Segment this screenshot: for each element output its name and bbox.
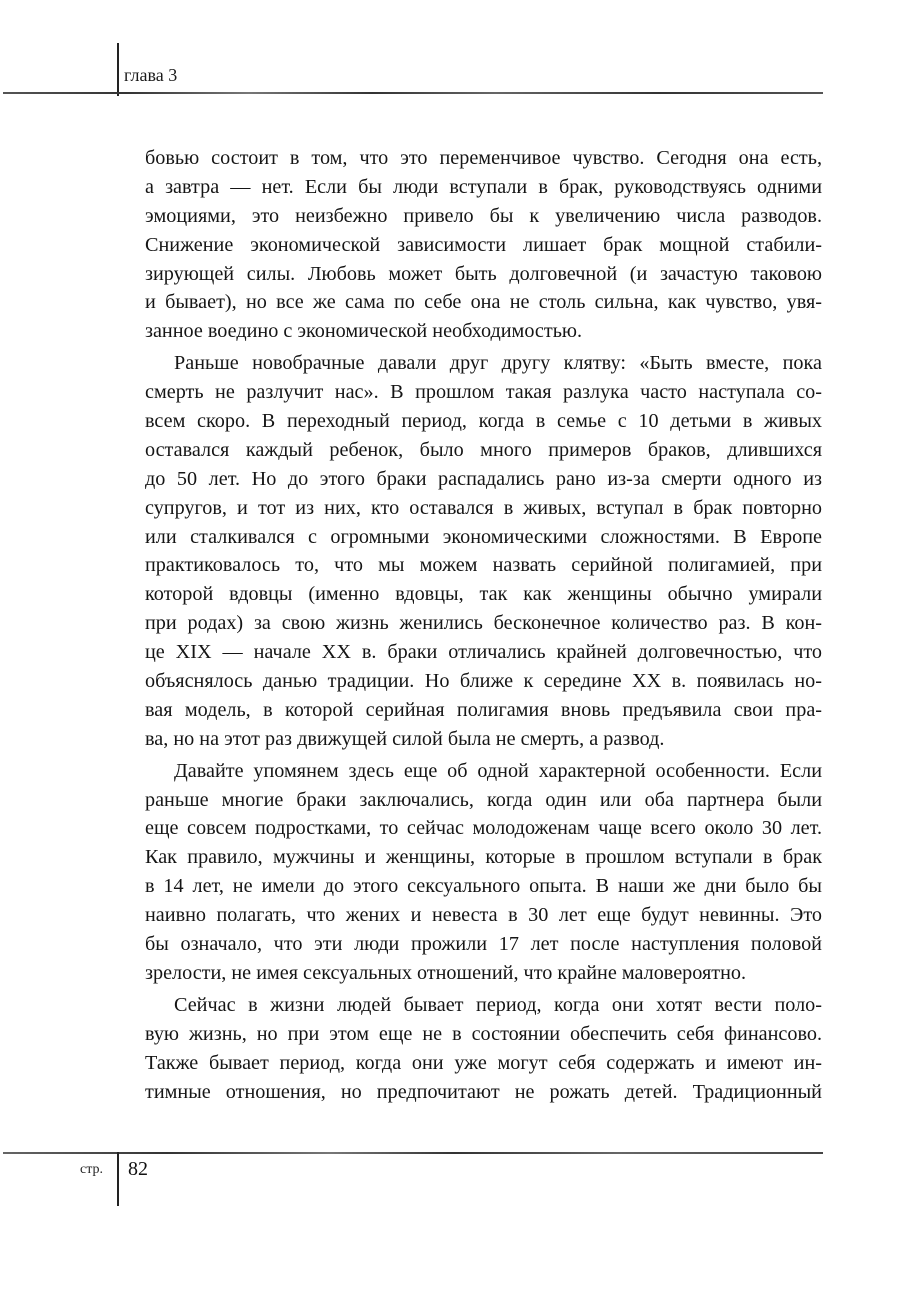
text-line: зирующей силы. Любовь может быть долговечной (и зачастую таковою [145, 262, 822, 285]
text-line: Сейчас в жизни людей бывает период, когда они хотят вести поло- [174, 993, 822, 1016]
text-line: Давайте упомянем здесь еще об одной характерной особенности. Если [174, 759, 822, 782]
paragraph [145, 144, 822, 346]
text-line: занное воедино с экономической необходимостью. [145, 320, 583, 343]
paragraph [145, 757, 822, 988]
header-vertical-bar [117, 43, 119, 96]
text-line: и бывает), но все же сама по себе она не столь сильна, как чувство, увя- [145, 291, 822, 314]
text-line: еще совсем подростками, то сейчас молодоженам чаще всего около 30 лет. [145, 817, 822, 840]
body-text [145, 144, 822, 1106]
text-line: Раньше новобрачные давали друг другу клятву: «Быть вместе, пока [174, 352, 822, 375]
text-line: тимные отношения, но предпочитают не рожать детей. Традиционный [145, 1080, 822, 1103]
text-line: смерть не разлучит нас». В прошлом такая разлука часто наступала со- [145, 381, 822, 404]
text-line: практиковалось то, что мы можем назвать серийной полигамией, при [145, 554, 822, 577]
text-line: вую жизнь, но при этом еще не в состоянии обеспечить себя финансово. [145, 1022, 822, 1045]
header-rule [3, 92, 823, 94]
text-line: или сталкивался с огромными экономическими сложностями. В Европе [145, 525, 822, 548]
text-line: Также бывает период, когда они уже могут себя содержать и имеют ин- [145, 1051, 822, 1074]
text-line: а завтра — нет. Если бы люди вступали в брак, руководствуясь одними [145, 175, 822, 198]
chapter-label: глава 3 [124, 65, 178, 85]
page-prefix-label: стр. [80, 1162, 104, 1177]
paragraph [145, 349, 822, 753]
text-line: эмоциями, это неизбежно привело бы к увеличению числа разводов. [145, 204, 822, 227]
footer-vertical-bar [117, 1152, 119, 1206]
text-line: ва, но на этот раз движущей силой была не смерть, а развод. [145, 727, 665, 750]
page-number: 82 [128, 1158, 148, 1180]
text-line: всем скоро. В переходный период, когда в семье с 10 детьми в живых [145, 410, 822, 433]
text-line: зрелости, не имея сексуальных отношений, что крайне маловероятно. [145, 961, 747, 984]
text-line: раньше многие браки заключались, когда один или оба партнера были [145, 788, 822, 811]
paragraph [145, 991, 822, 1107]
text-line: оставался каждый ребенок, было много примеров браков, длившихся [145, 438, 822, 461]
text-line: до 50 лет. Но до этого браки распадались рано из-за смерти одного из [145, 467, 822, 490]
text-line: вая модель, в которой серийная полигамия вновь предъявила свои пра- [145, 698, 822, 721]
footer-rule [3, 1152, 823, 1154]
text-line: бы означало, что эти люди прожили 17 лет после наступления половой [145, 933, 822, 956]
text-line: бовью состоит в том, что это переменчивое чувство. Сегодня она есть, [145, 147, 822, 169]
text-line: в 14 лет, не имели до этого сексуального опыта. В наши же дни было бы [145, 875, 822, 898]
text-line: объяснялось данью традиции. Но ближе к середине XX в. появилась но- [145, 670, 822, 693]
text-line: Снижение экономической зависимости лишает брак мощной стабили- [145, 233, 822, 256]
text-line: которой вдовцы (именно вдовцы, так как женщины обычно умирали [145, 583, 822, 606]
text-line: при родах) за свою жизнь женились бесконечное количество раз. В кон- [145, 612, 822, 635]
text-line: це XIX — начале XX в. браки отличались крайней долговечностью, что [145, 641, 822, 664]
text-line: наивно полагать, что жених и невеста в 30 лет еще будут невинны. Это [145, 904, 822, 927]
text-line: супругов, и тот из них, кто оставался в живых, вступал в брак повторно [145, 496, 822, 519]
text-line: Как правило, мужчины и женщины, которые в прошлом вступали в брак [145, 846, 822, 869]
